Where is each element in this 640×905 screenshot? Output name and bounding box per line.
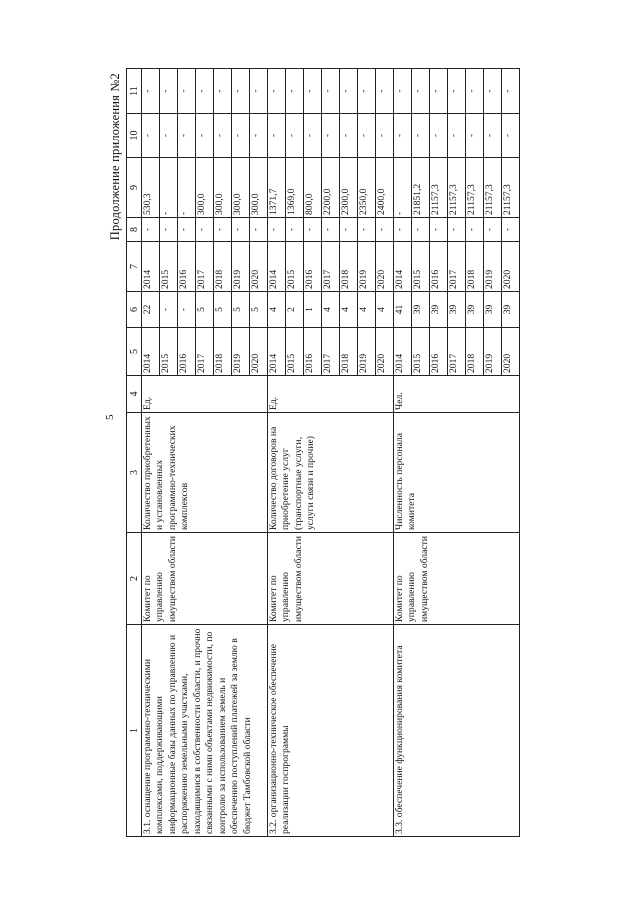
year-cell: 2015 xyxy=(160,328,178,376)
funding-cell: - xyxy=(412,218,430,242)
period-cell: 2014 xyxy=(394,242,412,292)
year-cell: 2016 xyxy=(430,328,448,376)
period-cell: 2019 xyxy=(358,242,376,292)
funding-cell: - xyxy=(196,114,214,158)
funding-cell: - xyxy=(430,114,448,158)
value-cell: - xyxy=(178,292,196,328)
continuation-title: Продолжение приложения №2 xyxy=(108,73,122,241)
funding-cell: 300,0 xyxy=(214,158,232,218)
period-cell: 2018 xyxy=(466,242,484,292)
period-cell: 2020 xyxy=(502,242,520,292)
col-number: 8 xyxy=(127,218,142,242)
funding-cell: - xyxy=(484,69,502,114)
funding-cell: - xyxy=(340,69,358,114)
value-cell: 4 xyxy=(340,292,358,328)
funding-cell: 800,0 xyxy=(304,158,322,218)
period-cell: 2014 xyxy=(142,242,160,292)
funding-cell: 21157,3 xyxy=(484,158,502,218)
funding-cell: - xyxy=(160,218,178,242)
table-row xyxy=(268,69,286,837)
funding-cell: - xyxy=(376,114,394,158)
activity-cell: 3.2. организационно-техническое обеспечение реализации госпрограммы xyxy=(268,625,394,837)
indicator-cell: Количество приобретенных и установленных программно-технических комплексов xyxy=(142,413,268,533)
value-cell: 4 xyxy=(268,292,286,328)
funding-cell: - xyxy=(178,158,196,218)
funding-cell: - xyxy=(304,69,322,114)
funding-cell: 21157,3 xyxy=(502,158,520,218)
funding-cell: - xyxy=(484,218,502,242)
funding-cell: 300,0 xyxy=(196,158,214,218)
funding-cell: - xyxy=(502,114,520,158)
value-cell: 39 xyxy=(412,292,430,328)
value-cell: 2 xyxy=(286,292,304,328)
col-number: 2 xyxy=(127,533,142,625)
funding-cell: 21157,3 xyxy=(430,158,448,218)
col-number: 10 xyxy=(127,114,142,158)
year-cell: 2018 xyxy=(466,328,484,376)
table-row xyxy=(394,69,412,837)
col-number: 1 xyxy=(127,625,142,837)
year-cell: 2014 xyxy=(268,328,286,376)
value-cell: 5 xyxy=(196,292,214,328)
funding-cell: - xyxy=(268,69,286,114)
funding-cell: 2400,0 xyxy=(376,158,394,218)
funding-cell: - xyxy=(250,69,268,114)
funding-cell: 21851,2 xyxy=(412,158,430,218)
activity-cell: 3.3. обеспечение функционирования комитета xyxy=(394,625,520,837)
funding-cell: - xyxy=(304,114,322,158)
unit-cell: Ед. xyxy=(268,376,394,413)
value-cell: 1 xyxy=(304,292,322,328)
period-cell: 2016 xyxy=(430,242,448,292)
funding-cell: - xyxy=(232,218,250,242)
year-cell: 2016 xyxy=(304,328,322,376)
funding-cell: - xyxy=(142,218,160,242)
value-cell: 4 xyxy=(376,292,394,328)
period-cell: 2019 xyxy=(232,242,250,292)
funding-cell: - xyxy=(412,114,430,158)
funding-cell: - xyxy=(268,114,286,158)
funding-cell: 1369,0 xyxy=(286,158,304,218)
year-cell: 2020 xyxy=(502,328,520,376)
indicator-cell: Количество договоров на приобретение услуг (транспортные услуги, услуги связи и прочие) xyxy=(268,413,394,533)
col-number: 4 xyxy=(127,376,142,413)
value-cell: 39 xyxy=(484,292,502,328)
funding-cell: - xyxy=(178,69,196,114)
period-cell: 2018 xyxy=(214,242,232,292)
funding-cell: - xyxy=(322,69,340,114)
funding-cell: - xyxy=(142,114,160,158)
value-cell: 39 xyxy=(448,292,466,328)
value-cell: 39 xyxy=(466,292,484,328)
funding-cell: 21157,3 xyxy=(466,158,484,218)
funding-cell: - xyxy=(286,218,304,242)
value-cell: 4 xyxy=(358,292,376,328)
col-number: 11 xyxy=(127,69,142,114)
funding-cell: - xyxy=(214,114,232,158)
funding-cell: - xyxy=(448,69,466,114)
period-cell: 2019 xyxy=(484,242,502,292)
funding-cell: - xyxy=(286,114,304,158)
executor-cell: Комитет по управлению имуществом области xyxy=(268,533,394,625)
funding-cell: - xyxy=(214,69,232,114)
value-cell: 5 xyxy=(214,292,232,328)
funding-cell: - xyxy=(448,218,466,242)
funding-cell: 300,0 xyxy=(250,158,268,218)
funding-cell: - xyxy=(160,69,178,114)
scanned-page xyxy=(80,67,560,837)
unit-cell: Ед. xyxy=(142,376,268,413)
period-cell: 2016 xyxy=(178,242,196,292)
column-number-row xyxy=(127,69,142,837)
period-cell: 2014 xyxy=(268,242,286,292)
funding-cell: - xyxy=(268,218,286,242)
executor-cell: Комитет по управлению имуществом области xyxy=(394,533,520,625)
value-cell: 4 xyxy=(322,292,340,328)
funding-cell: - xyxy=(178,114,196,158)
funding-cell: - xyxy=(196,218,214,242)
year-cell: 2019 xyxy=(484,328,502,376)
year-cell: 2017 xyxy=(196,328,214,376)
funding-cell: - xyxy=(466,114,484,158)
period-cell: 2015 xyxy=(160,242,178,292)
value-cell: 39 xyxy=(502,292,520,328)
col-number: 6 xyxy=(127,292,142,328)
value-cell: 5 xyxy=(250,292,268,328)
funding-cell: 2200,0 xyxy=(322,158,340,218)
funding-cell: - xyxy=(412,69,430,114)
activity-cell: 3.1. оснащение программно-техническими комплексами, поддерживающими информационные базы данных по управлению и распоряжению земельными участками, находящимися в собственности области, и прочно связанными с ними объектами недвижимости, по контролю за использованием земель и обеспечению поступлений платежей за землю в бюджет Тамбовской области xyxy=(142,625,268,837)
year-cell: 2020 xyxy=(376,328,394,376)
funding-cell: - xyxy=(376,69,394,114)
year-cell: 2019 xyxy=(358,328,376,376)
col-number: 3 xyxy=(127,413,142,533)
page-number: 5 xyxy=(104,414,116,420)
funding-cell: - xyxy=(232,69,250,114)
funding-cell: 300,0 xyxy=(232,158,250,218)
funding-cell: - xyxy=(178,218,196,242)
funding-cell: - xyxy=(430,69,448,114)
funding-cell: - xyxy=(430,218,448,242)
funding-cell: - xyxy=(358,218,376,242)
funding-cell: - xyxy=(340,218,358,242)
table-row xyxy=(142,69,160,837)
funding-cell: - xyxy=(286,69,304,114)
period-cell: 2017 xyxy=(448,242,466,292)
year-cell: 2020 xyxy=(250,328,268,376)
funding-cell: - xyxy=(322,218,340,242)
year-cell: 2014 xyxy=(394,328,412,376)
funding-cell: - xyxy=(322,114,340,158)
funding-cell: - xyxy=(502,69,520,114)
funding-cell: - xyxy=(448,114,466,158)
funding-cell: - xyxy=(304,218,322,242)
year-cell: 2018 xyxy=(340,328,358,376)
funding-cell: - xyxy=(484,114,502,158)
funding-cell: - xyxy=(250,114,268,158)
funding-cell: - xyxy=(394,218,412,242)
value-cell: 39 xyxy=(430,292,448,328)
period-cell: 2016 xyxy=(304,242,322,292)
value-cell: 5 xyxy=(232,292,250,328)
funding-cell: - xyxy=(214,218,232,242)
executor-cell: Комитет по управлению имуществом области xyxy=(142,533,268,625)
funding-cell: - xyxy=(160,114,178,158)
year-cell: 2017 xyxy=(448,328,466,376)
funding-cell: - xyxy=(340,114,358,158)
funding-cell: - xyxy=(358,114,376,158)
program-table xyxy=(126,68,520,837)
year-cell: 2015 xyxy=(286,328,304,376)
funding-cell: 1371,7 xyxy=(268,158,286,218)
funding-cell: - xyxy=(394,114,412,158)
period-cell: 2020 xyxy=(376,242,394,292)
funding-cell: 21157,3 xyxy=(448,158,466,218)
period-cell: 2017 xyxy=(322,242,340,292)
unit-cell: Чел. xyxy=(394,376,520,413)
funding-cell: - xyxy=(394,69,412,114)
indicator-cell: Численность персонала комитета xyxy=(394,413,520,533)
period-cell: 2015 xyxy=(286,242,304,292)
year-cell: 2016 xyxy=(178,328,196,376)
year-cell: 2018 xyxy=(214,328,232,376)
col-number: 7 xyxy=(127,242,142,292)
funding-cell: - xyxy=(376,218,394,242)
value-cell: 22 xyxy=(142,292,160,328)
funding-cell: 2300,0 xyxy=(340,158,358,218)
funding-cell: - xyxy=(250,218,268,242)
year-cell: 2015 xyxy=(412,328,430,376)
period-cell: 2018 xyxy=(340,242,358,292)
col-number: 5 xyxy=(127,328,142,376)
period-cell: 2015 xyxy=(412,242,430,292)
year-cell: 2019 xyxy=(232,328,250,376)
funding-cell: - xyxy=(160,158,178,218)
col-number: 9 xyxy=(127,158,142,218)
year-cell: 2014 xyxy=(142,328,160,376)
funding-cell: 2350,0 xyxy=(358,158,376,218)
funding-cell: - xyxy=(358,69,376,114)
funding-cell: - xyxy=(142,69,160,114)
value-cell: 41 xyxy=(394,292,412,328)
funding-cell: - xyxy=(466,69,484,114)
funding-cell: - xyxy=(232,114,250,158)
funding-cell: - xyxy=(394,158,412,218)
funding-cell: - xyxy=(502,218,520,242)
period-cell: 2020 xyxy=(250,242,268,292)
funding-cell: - xyxy=(466,218,484,242)
funding-cell: 530,3 xyxy=(142,158,160,218)
value-cell: - xyxy=(160,292,178,328)
period-cell: 2017 xyxy=(196,242,214,292)
funding-cell: - xyxy=(196,69,214,114)
year-cell: 2017 xyxy=(322,328,340,376)
